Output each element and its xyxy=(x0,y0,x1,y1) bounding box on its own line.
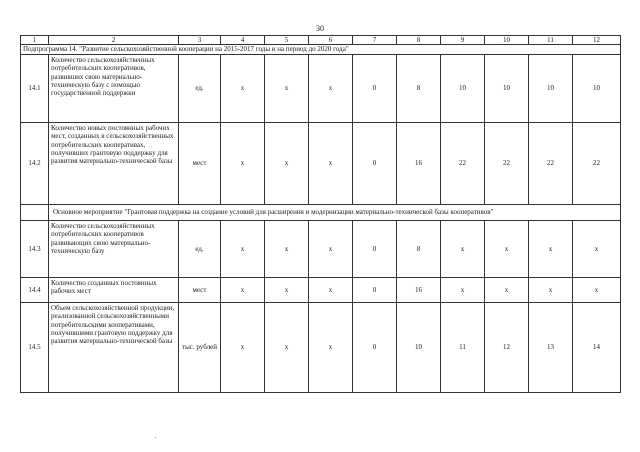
value-cell: 0 xyxy=(353,303,397,393)
value-cell: 8 xyxy=(397,55,441,123)
row-number: 14.5 xyxy=(21,303,49,393)
value-cell: x xyxy=(485,221,529,278)
value-cell: 22 xyxy=(485,123,529,205)
indicator-name: Объем сельскохозяйственной продукции, реализованной сельскохозяйственными потребительскими кооперативами, получившими грантовую поддержку для развития материально-технической базы xyxy=(49,303,179,393)
value-cell: 22 xyxy=(529,123,573,205)
value-cell: x xyxy=(529,278,573,303)
unit-cell: тыс. рублей xyxy=(179,303,221,393)
value-cell: 12 xyxy=(485,303,529,393)
indicator-name: Количество сельскохозяйственных потребительских кооперативов развивающих свою материально-техническую базу xyxy=(49,221,179,278)
unit-cell: ед. xyxy=(179,55,221,123)
value-cell: 10 xyxy=(397,303,441,393)
value-cell: x xyxy=(309,221,353,278)
value-cell: x xyxy=(265,221,309,278)
table-row xyxy=(21,221,621,278)
row-number: 14.2 xyxy=(21,123,49,205)
value-cell: x xyxy=(221,55,265,123)
column-header: 6 xyxy=(309,36,353,45)
column-header: 4 xyxy=(221,36,265,45)
value-cell: 16 xyxy=(397,278,441,303)
subprogram-title: Подпрограмма 14. "Развитие сельскохозяйственной кооперации на 2015-2017 годы и на период до 2020 года" xyxy=(21,45,621,55)
value-cell: x xyxy=(221,278,265,303)
column-header: 10 xyxy=(485,36,529,45)
row-number: 14.1 xyxy=(21,55,49,123)
indicator-name: Количество созданных постоянных рабочих мест xyxy=(49,278,179,303)
column-header: 3 xyxy=(179,36,221,45)
value-cell: x xyxy=(309,303,353,393)
column-header: 9 xyxy=(441,36,485,45)
value-cell: 14 xyxy=(573,303,621,393)
value-cell: x xyxy=(221,123,265,205)
scan-speck xyxy=(155,437,156,438)
value-cell: x xyxy=(221,303,265,393)
value-cell: 8 xyxy=(397,221,441,278)
column-header: 7 xyxy=(353,36,397,45)
value-cell: x xyxy=(573,278,621,303)
value-cell: x xyxy=(265,123,309,205)
column-header: 8 xyxy=(397,36,441,45)
indicators-table xyxy=(20,35,621,393)
value-cell: x xyxy=(309,123,353,205)
value-cell: x xyxy=(529,221,573,278)
value-cell: 10 xyxy=(441,55,485,123)
unit-cell: мест xyxy=(179,278,221,303)
column-header: 12 xyxy=(573,36,621,45)
page-number: 30 xyxy=(316,24,324,33)
subprogram-row xyxy=(21,45,621,55)
value-cell: x xyxy=(573,221,621,278)
column-header: 2 xyxy=(49,36,179,45)
indicator-name: Количество сельскохозяйственных потребительских кооперативов, развивших свою материально-техническую базу с помощью государственной поддержки xyxy=(49,55,179,123)
value-cell: 0 xyxy=(353,221,397,278)
value-cell: 22 xyxy=(441,123,485,205)
value-cell: x xyxy=(265,55,309,123)
empty-cell xyxy=(21,205,49,221)
column-number-row xyxy=(21,36,621,45)
table-row xyxy=(21,55,621,123)
value-cell: x xyxy=(309,278,353,303)
unit-cell: ед. xyxy=(179,221,221,278)
value-cell: 11 xyxy=(441,303,485,393)
value-cell: x xyxy=(441,221,485,278)
table-row xyxy=(21,303,621,393)
value-cell: 10 xyxy=(573,55,621,123)
value-cell: 0 xyxy=(353,278,397,303)
value-cell: 13 xyxy=(529,303,573,393)
row-number: 14.4 xyxy=(21,278,49,303)
value-cell: x xyxy=(265,303,309,393)
main-event-title: Основное мероприятие "Грантовая поддержка на создание условий для расширения и модернизации материально-технической базы кооперативов" xyxy=(49,205,621,221)
indicator-name: Количество новых постоянных рабочих мест, созданных в сельскохозяйственных потребительских кооперативах, получивших грантовую поддержку для развития материально-технической базы xyxy=(49,123,179,205)
table-row xyxy=(21,278,621,303)
value-cell: x xyxy=(309,55,353,123)
value-cell: x xyxy=(265,278,309,303)
value-cell: x xyxy=(485,278,529,303)
value-cell: 10 xyxy=(485,55,529,123)
value-cell: 16 xyxy=(397,123,441,205)
column-header: 5 xyxy=(265,36,309,45)
value-cell: x xyxy=(221,221,265,278)
column-header: 11 xyxy=(529,36,573,45)
value-cell: 22 xyxy=(573,123,621,205)
value-cell: x xyxy=(441,278,485,303)
unit-cell: мест xyxy=(179,123,221,205)
table-row xyxy=(21,123,621,205)
value-cell: 0 xyxy=(353,123,397,205)
value-cell: 0 xyxy=(353,55,397,123)
value-cell: 10 xyxy=(529,55,573,123)
row-number: 14.3 xyxy=(21,221,49,278)
column-header: 1 xyxy=(21,36,49,45)
main-event-row xyxy=(21,205,621,221)
